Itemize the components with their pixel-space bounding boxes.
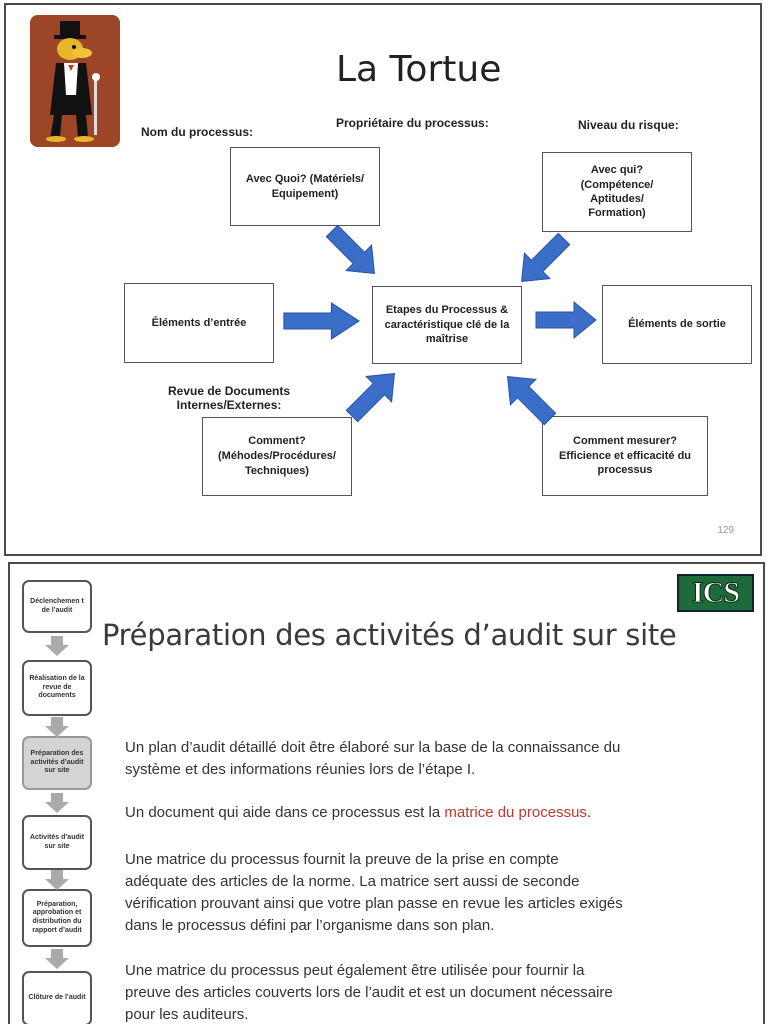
- paragraph-1-line2: système et des informations réunies lors de l’étape I.: [125, 761, 476, 778]
- paragraph-3-line4: dans le processus défini par l’organisme dans son plan.: [125, 917, 495, 934]
- box-with-what-line2: Equipement): [271, 187, 339, 200]
- paragraph-4-line1: Une matrice du processus peut également être utilisée pour fournir la: [125, 962, 585, 979]
- flow-step-label: Activités d’audit sur site: [29, 833, 85, 850]
- arrow-down-icon: [45, 636, 69, 656]
- label-risk-level: Niveau du risque:: [578, 118, 679, 132]
- box-with-whom-line4: Formation): [588, 207, 646, 220]
- arrow-down-icon: [45, 949, 69, 969]
- box-how-line1: Comment?: [248, 435, 306, 448]
- flow-arrows: [10, 564, 110, 1024]
- box-center-line3: maîtrise: [425, 333, 469, 346]
- paragraph-3-line1: Une matrice du processus fournit la preuve de la prise en compte: [125, 851, 559, 868]
- flow-step-label: Préparation des activités d’audit sur site: [30, 749, 84, 775]
- paragraph-2-suffix: .: [586, 804, 592, 821]
- box-outputs-label: Éléments de sortie: [628, 318, 726, 331]
- label-doc-review-line2: Internes/Externes:: [176, 398, 282, 412]
- arrow-up-left-icon: [495, 364, 563, 432]
- label-process-owner: Propriétaire du processus:: [336, 116, 489, 130]
- paragraph-3-line2: adéquate des articles de la norme. La matrice sert aussi de seconde: [125, 873, 580, 890]
- box-how-measure-line1: Comment mesurer?: [573, 434, 677, 447]
- arrow-down-right-icon: [319, 218, 387, 286]
- paragraph-1-line1: Un plan d’audit détaillé doit être élaboré sur la base de la connaissance du: [125, 739, 621, 756]
- ics-logo: [677, 574, 754, 612]
- label-doc-review-line1: Revue de Documents: [168, 384, 291, 398]
- page-number: 129: [717, 525, 734, 536]
- arrow-down-icon: [45, 870, 69, 890]
- arrow-down-left-icon: [509, 226, 577, 294]
- box-with-what-line1: Avec Quoi? (Matériels/: [245, 172, 365, 185]
- box-inputs-label: Éléments d’entrée: [151, 316, 247, 329]
- arrow-right-icon: [536, 302, 596, 338]
- slide-title: La Tortue: [336, 49, 502, 90]
- arrow-right-icon: [284, 303, 359, 339]
- paragraph-1: [125, 737, 725, 781]
- flow-step-label: Préparation, approbation et distribution du rapport d’audit: [32, 900, 82, 934]
- box-with-whom-line1: Avec qui?: [590, 164, 644, 177]
- arrows-layer: [6, 5, 762, 556]
- box-center-line1: Etapes du Processus &: [385, 303, 509, 316]
- paragraph-4: [125, 960, 725, 1024]
- box-how-line3: Techniques): [245, 464, 309, 477]
- arrow-up-right-icon: [339, 361, 407, 429]
- ics-logo-text: ICS: [691, 576, 740, 609]
- flow-step-label: Réalisation de la revue de documents: [29, 674, 85, 700]
- paragraph-4-line2: preuve des articles couverts lors de l’audit et est un document nécessaire: [125, 984, 613, 1001]
- paragraph-4-line3: pour les auditeurs.: [125, 1006, 249, 1023]
- flow-step-label: Déclenchemen t de l’audit: [30, 597, 84, 614]
- process-matrix-link: matrice du processus: [444, 804, 587, 821]
- slide-la-tortue: [4, 3, 762, 556]
- paragraph-2-prefix: Un document qui aide dans ce processus est la: [125, 804, 445, 821]
- paragraph-3: [125, 849, 725, 937]
- paragraph-3-line3: vérification prouvant ainsi que votre plan passe en revue les articles exigés: [125, 895, 623, 912]
- box-with-whom-line2: (Compétence/: [580, 178, 654, 191]
- box-how-measure-line2: Efficience et efficacité du: [558, 449, 692, 462]
- paragraph-2: [125, 802, 725, 824]
- arrow-down-icon: [45, 793, 69, 813]
- slide-audit-preparation: [8, 562, 765, 1024]
- arrow-down-icon: [45, 717, 69, 737]
- box-with-whom-line3: Aptitudes/: [590, 193, 644, 205]
- slide-title: Préparation des activités d’audit sur site: [102, 618, 677, 652]
- box-how-line2: (Méhodes/Procédures/: [218, 450, 336, 463]
- label-process-name: Nom du processus:: [141, 125, 254, 139]
- flow-step-label: Clôture de l’audit: [28, 994, 86, 1002]
- box-center-line2: caractéristique clé de la: [384, 318, 510, 331]
- box-how-measure-line3: processus: [597, 464, 653, 477]
